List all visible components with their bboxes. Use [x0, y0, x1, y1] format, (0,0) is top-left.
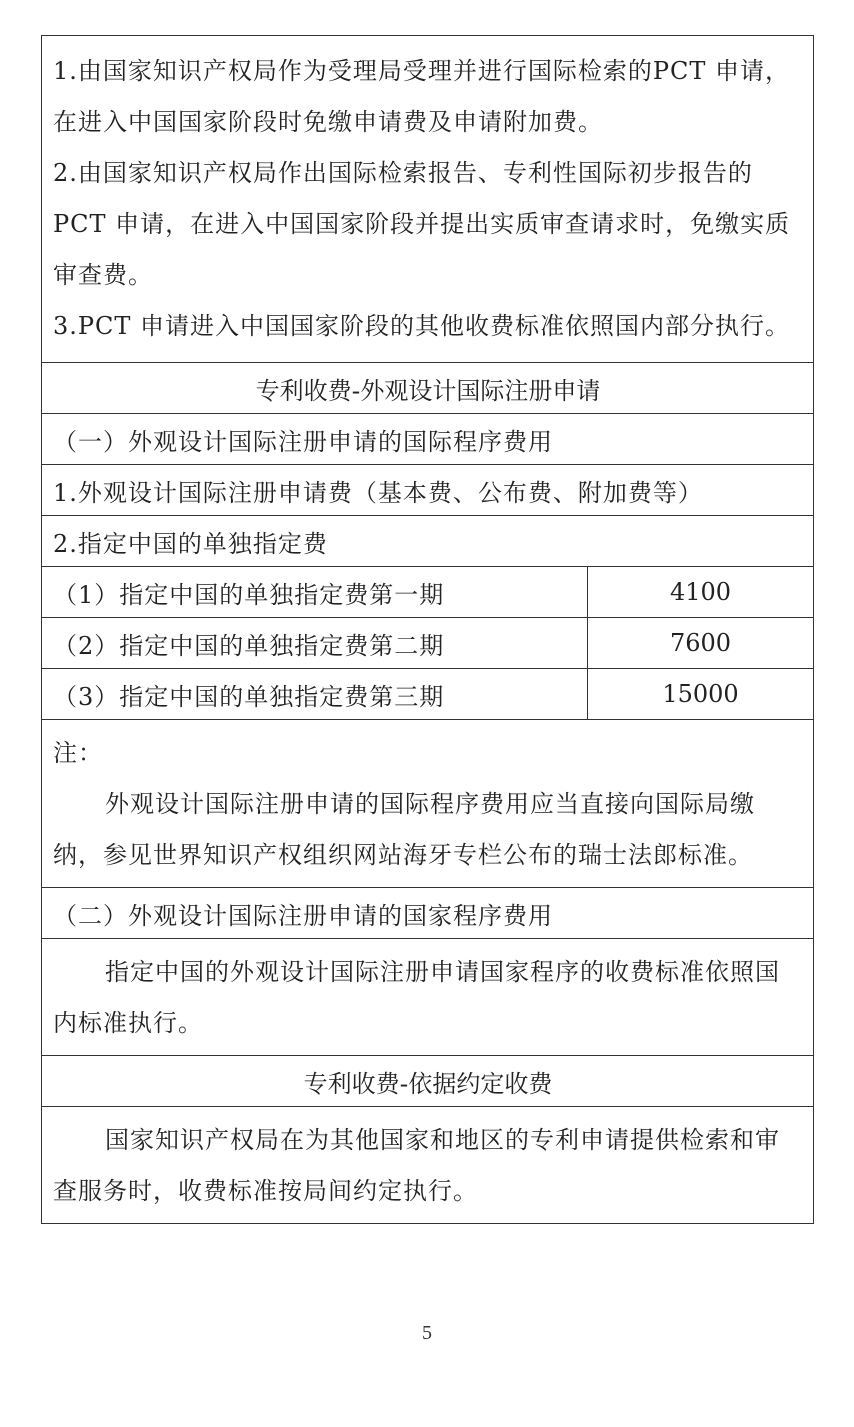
- national-fee-cell: [42, 938, 813, 1055]
- application-fee-item: 1.外观设计国际注册申请费（基本费、公布费、附加费等）: [42, 464, 813, 515]
- design-section-title: 专利收费-外观设计国际注册申请: [42, 362, 813, 413]
- fee-row: [42, 668, 813, 719]
- agreement-cell: [42, 1106, 813, 1223]
- agreement-section-title: 专利收费-依据约定收费: [42, 1055, 813, 1106]
- fee-label: （3）指定中国的单独指定费第三期: [42, 669, 588, 719]
- fee-row: [42, 566, 813, 617]
- fee-row: [42, 617, 813, 668]
- pct-notes-cell: [42, 36, 813, 362]
- individual-fee-item: 2.指定中国的单独指定费: [42, 515, 813, 566]
- agreement-text: 国家知识产权局在为其他国家和地区的专利申请提供检索和审查服务时，收费标准按局间约定执行。: [53, 1126, 780, 1205]
- fee-amount: 15000: [662, 680, 739, 708]
- international-fee-heading: （一）外观设计国际注册申请的国际程序费用: [42, 413, 813, 464]
- note-text: 外观设计国际注册申请的国际程序费用应当直接向国际局缴纳，参见世界知识产权组织网站海牙专栏公布的瑞士法郎标准。: [53, 790, 755, 869]
- pct-note-1: 1.由国家知识产权局作为受理局受理并进行国际检索的PCT 申请，在进入中国国家阶段时免缴申请费及申请附加费。: [53, 57, 791, 136]
- national-fee-text: 指定中国的外观设计国际注册申请国家程序的收费标准依照国内标准执行。: [53, 958, 780, 1037]
- note-label: 注：: [53, 739, 103, 767]
- fee-table: [41, 35, 814, 1224]
- fee-label: （2）指定中国的单独指定费第二期: [42, 618, 588, 668]
- fee-amount: 7600: [669, 629, 732, 657]
- fee-amount: 4100: [669, 578, 732, 606]
- page-number: 5: [422, 1322, 432, 1344]
- pct-note-3: 3.PCT 申请进入中国国家阶段的其他收费标准依照国内部分执行。: [53, 312, 791, 340]
- pct-note-2: 2.由国家知识产权局作出国际检索报告、专利性国际初步报告的PCT 申请，在进入中国国家阶段并提出实质审查请求时，免缴实质审查费。: [53, 159, 791, 289]
- national-fee-heading: （二）外观设计国际注册申请的国家程序费用: [42, 887, 813, 938]
- note-cell: [42, 719, 813, 887]
- fee-label: （1）指定中国的单独指定费第一期: [42, 567, 588, 617]
